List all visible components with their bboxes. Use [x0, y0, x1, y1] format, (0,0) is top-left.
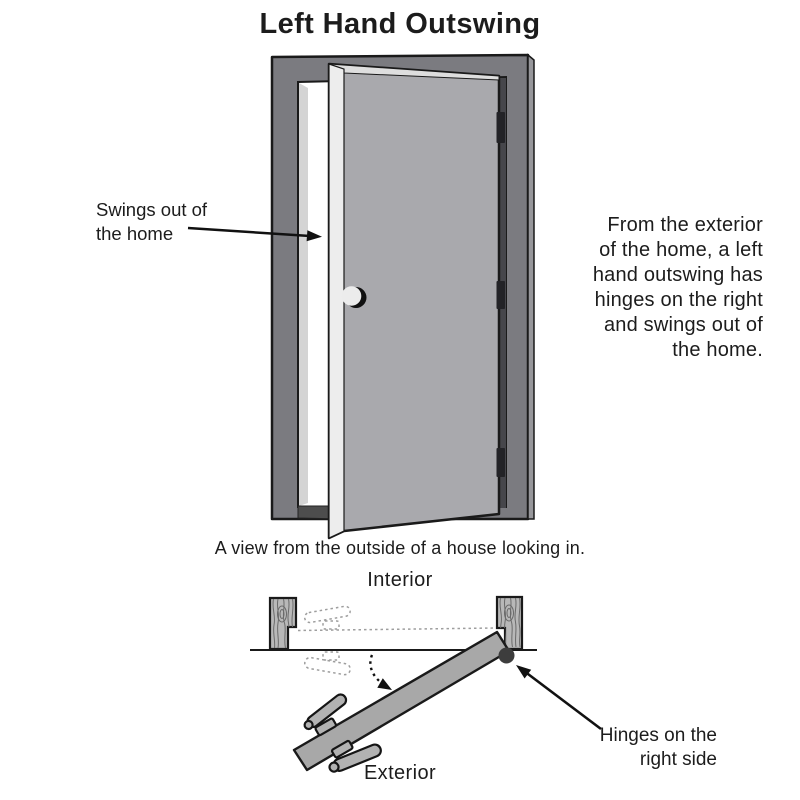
door-frame-side-face [528, 55, 534, 519]
hinges-label-line2: right side [639, 749, 717, 770]
jamb-return [299, 83, 308, 506]
open-door-slab [294, 632, 509, 781]
exterior-description-line: From the exterior [607, 214, 763, 236]
exterior-description-line: hinges on the right [594, 289, 763, 311]
swing-arc-icon [370, 655, 392, 690]
left-jamb [270, 598, 296, 649]
exterior-description-line: of the home, a left [599, 239, 763, 261]
exterior-description-line: and swings out of [603, 314, 763, 336]
view-caption: A view from the outside of a house looking in. [214, 538, 586, 558]
exterior-description-line: hand outswing has [592, 264, 763, 286]
top-view-schematic [250, 597, 601, 781]
hinges-label [600, 724, 717, 772]
hinges-label-line1: Hinges on the [599, 725, 717, 746]
swing-out-label-line2: the home [96, 223, 174, 244]
page-title: Left Hand Outswing [259, 8, 541, 40]
hinge-arrow-icon [516, 665, 601, 729]
exterior-description-line: the home. [672, 339, 763, 361]
door-panel-left-edge [329, 64, 344, 538]
swing-out-label [96, 198, 207, 246]
exterior-label: Exterior [363, 762, 437, 784]
swing-out-label-line1: Swings out of [96, 199, 208, 220]
door-3d-illustration [188, 55, 534, 538]
interior-label: Interior [367, 569, 433, 591]
exterior-description [593, 213, 763, 363]
hinge-dot-icon [499, 648, 515, 664]
